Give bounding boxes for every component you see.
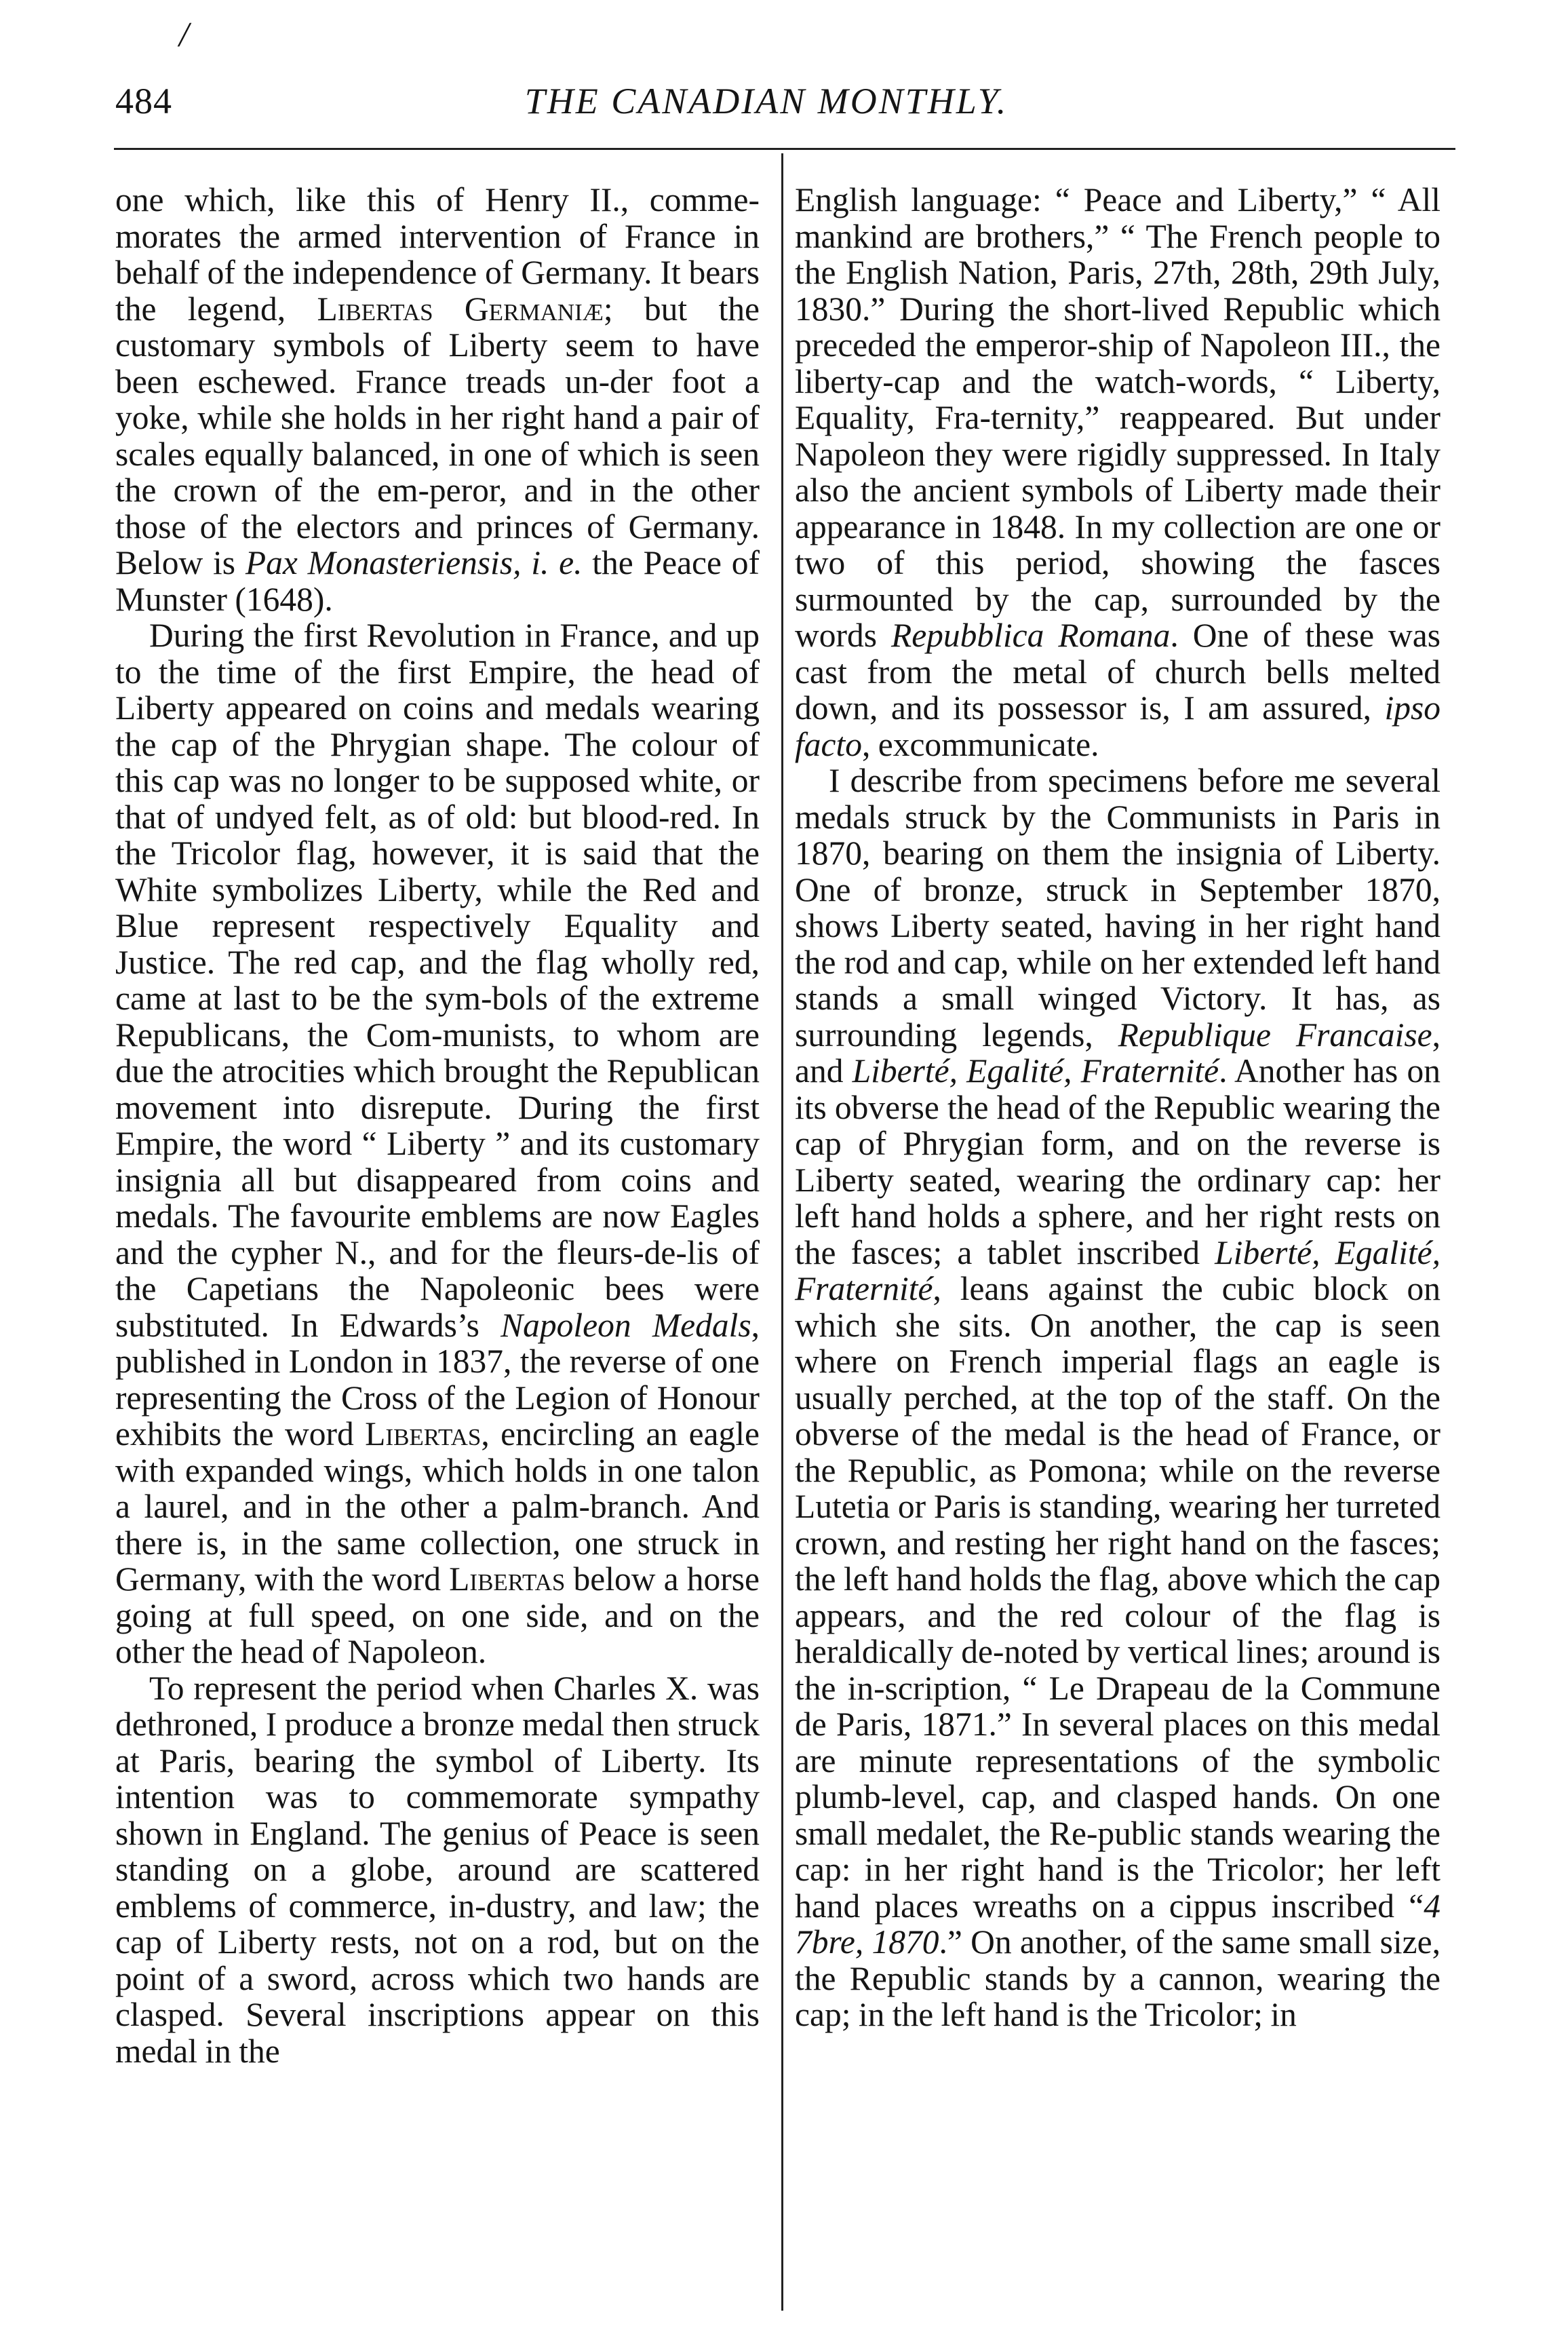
right-column-paragraph — [795, 182, 1440, 763]
body-text: , and — [795, 1016, 1440, 1090]
body-text: , leans against the cubic block on which she sits. On another, the cap is seen where on French imperial flags an eagle is usually perched, at the top of the staff. On the obverse of the medal is the head of France, or the Republic, as Pomona; while on the reverse Lutetia or Paris is standing, wearing her turreted crown, and resting her right hand on the fasces; the left hand holds the flag, above which the cap appears, and the red colour of the flag is heraldically de-noted by vertical lines; around is the in-scription, “ Le Drapeau de la Commune de Paris, 1871.” In several places on this medal are minute representations of the symbolic plumb-level, cap, and clasped hands. On one small medalet, the Re-public stands wearing the cap: in her right hand is the Tricolor; her left hand places wreaths on a cippus inscribed “ — [795, 1270, 1440, 1925]
small-caps-text: Libertas — [365, 1415, 482, 1452]
body-text: . Another has on its obverse the head of the Republic wearing the cap of Phrygian form, and on the reverse is Liberty seated, wearing the ordinary cap: her left hand holds a sphere, and her right rests on the fasces; a tablet inscribed — [795, 1052, 1440, 1271]
page-number: 484 — [115, 81, 172, 121]
body-text: I describe from specimens before me several medals struck by the Communists in Paris in 1870, bearing on them the insignia of Liberty. One of bronze, struck in September 1870, shows Liberty seated, having in her right hand the rod and cap, while on her extended left hand stands a small winged Victory. It has, as surrounding legends, — [795, 762, 1440, 1054]
italic-text: ipso facto — [795, 689, 1440, 763]
italic-text: Liberté, Egalité, Fraternité — [795, 1233, 1440, 1307]
body-text: , published in London in 1837, the reverse of one representing the Cross of the Legion of Honour exhibits the word — [115, 1306, 760, 1452]
body-text: During the first Revolution in France, and up to the time of the first Empire, the head of Liberty appeared on coins and medals wearing the cap of the Phrygian shape. The colour of this cap was no longer to be supposed white, or that of undyed felt, as of old: but blood-red. In the Tricolor flag, however, it is said that the White symbolizes Liberty, while the Red and Blue represent respectively Equality and Justice. The red cap, and the flag wholly red, came at last to be the sym-bols of the extreme Republicans, the Com-munists, to whom are due the atrocities which brought the Republican movement into disrepute. During the first Empire, the word “ Liberty ” and its customary insignia all but disappeared from coins and medals. The favourite emblems are now Eagles and the cypher N., and for the fleurs-de-lis of the Capetians the Napoleonic bees were substituted. In Edwards’s — [115, 617, 760, 1344]
italic-text: Liberté, Egalité, Fraternité — [852, 1052, 1219, 1090]
stray-mark: / — [179, 16, 189, 54]
left-column — [115, 182, 760, 2069]
body-text: , encircling an eagle with expanded wings, which holds in one talon a laurel, and in the other a palm-branch. And there is, in the same collection, one struck in Germany, with the word — [115, 1415, 760, 1598]
italic-text: Repubblica Romana — [890, 617, 1171, 654]
small-caps-text: Libertas — [449, 1560, 566, 1598]
left-column-paragraph — [115, 1670, 760, 2070]
body-text: ; but the customary symbols of Liberty seem to have been eschewed. France treads un-der foot a yoke, while she holds in her right hand a pair of scales equally balanced, in one of which is seen the crown of the em-peror, and in the other those of the electors and princes of Germany. Below is — [115, 290, 760, 581]
small-caps-text: Libertas Germaniæ — [317, 290, 604, 328]
body-text: the Peace of Munster (1648). — [115, 544, 760, 618]
right-column-paragraph — [795, 763, 1440, 2033]
left-column-paragraph — [115, 617, 760, 1670]
left-column-paragraph — [115, 182, 760, 617]
body-text: To represent the period when Charles X. was dethroned, I produce a bronze medal then struck at Paris, bearing the symbol of Liberty. Its intention was to commemorate sympathy shown in England. The genius of Peace is seen standing on a globe, around are scattered emblems of commerce, in-dustry, and law; the cap of Liberty rests, not on a rod, but on the point of a sword, across which two hands are clasped. Several inscriptions appear on this medal in the — [115, 1669, 760, 2070]
italic-text: Pax Monasteriensis, i. e. — [245, 544, 583, 581]
body-text: . One of these was cast from the metal of church bells melted down, and its possessor is, I am assured, — [795, 617, 1440, 727]
body-text: below a horse going at full speed, on one side, and on the other the head of Napoleon. — [115, 1560, 760, 1670]
italic-text: Napoleon Medals — [501, 1306, 751, 1344]
right-column — [795, 182, 1440, 2033]
italic-text: Republique Francaise — [1118, 1016, 1432, 1054]
header-rule — [114, 148, 1455, 150]
body-text: .” On another, of the same small size, the Republic stands by a cannon, wearing the cap; in the left hand is the Tricolor; in — [795, 1923, 1440, 2033]
italic-text: 4 7bre, 1870 — [795, 1887, 1440, 1961]
running-head: THE CANADIAN MONTHLY. — [524, 81, 1008, 121]
body-text: one which, like this of Henry II., comme-morates the armed intervention of France in behalf of the independence of Germany. It bears the legend, — [115, 181, 760, 328]
body-text: English language: “ Peace and Liberty,” “ All mankind are brothers,” “ The French people to the English Nation, Paris, 27th, 28th, 29th July, 1830.” During the short-lived Republic which preceded the emperor-ship of Napoleon III., the liberty-cap and the watch-words, “ Liberty, Equality, Fra-ternity,” reappeared. But under Napoleon they were rigidly suppressed. In Italy also the ancient symbols of Liberty made their appearance in 1848. In my collection are one or two of this period, showing the fasces surmounted by the cap, surrounded by the words — [795, 181, 1440, 654]
column-divider — [781, 153, 783, 2311]
body-text: , excommunicate. — [861, 725, 1099, 763]
